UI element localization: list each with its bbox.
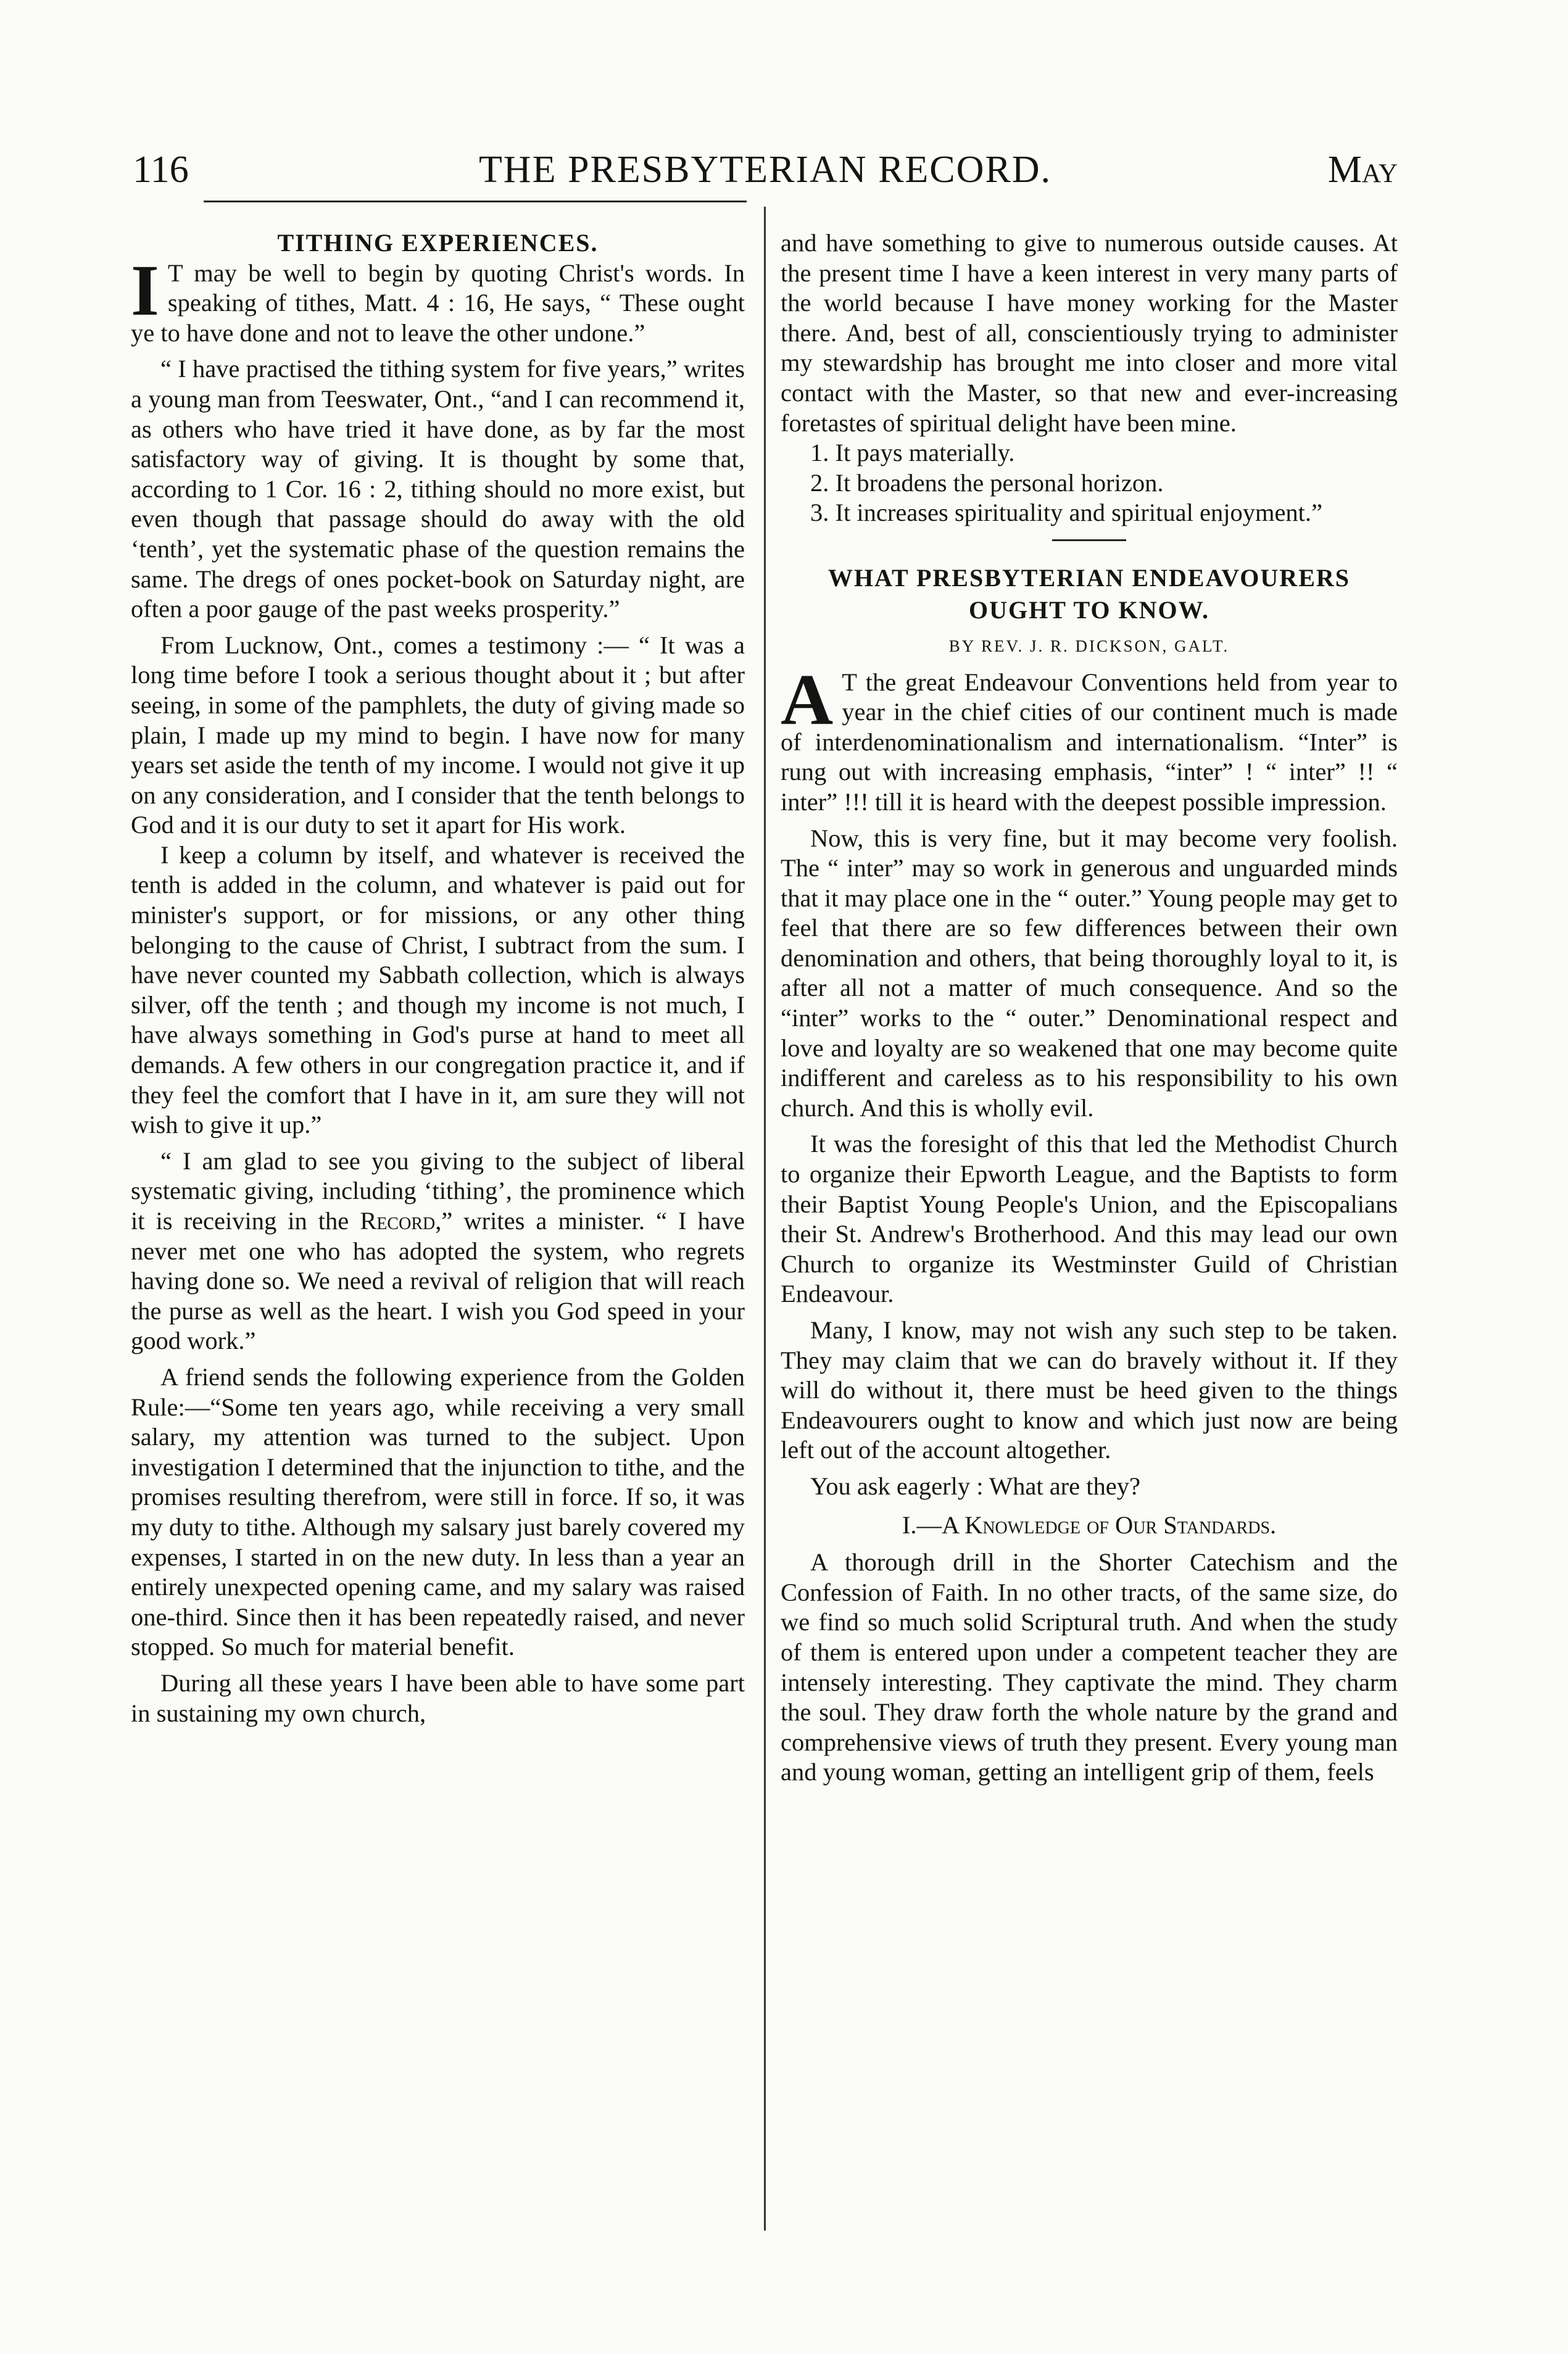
paragraph: “ I am glad to see you giving to the subject of liberal systematic giving, including ‘tithing’, the prominence which it is receiving in the Record,” writes a minister. “ I have never met one who has adopted the system, who regrets having done so. We need a revival of religion that will reach the purse as well as the heart. I wish you God speed in your good work.” xyxy=(131,1146,745,1355)
left-column xyxy=(131,228,745,1728)
paragraph: I keep a column by itself, and whatever is received the tenth is added in the column, and whatever is paid out for minister's support, or for missions, or any other thing belonging to the cause of Christ, I subtract from the sum. I have never counted my Sabbath collection, which is always silver, off the tenth ; and though my income is not much, I have always something in God's purse at hand to meet all demands. A few others in our congregation practice it, and if they feel the comfort that I have in it, am sure they will not wish to give it up.” xyxy=(131,840,745,1139)
subheading: I.—A Knowledge of Our Standards. xyxy=(902,1511,1277,1539)
paragraph: Now, this is very fine, but it may become very foolish. The “ inter” may so work in generous and unguarded minds that it may place one in the “ outer.” Young people may get to feel that there are so few differences between their own denomination and others, that being thoroughly loyal to it, is after all not a matter of much consequence. And so the “inter” works to the “ outer.” Denominational respect and love and loyalty are so weakened that one may become quite indifferent and careless as to his responsibility to his own church. And this is wholly evil. xyxy=(781,824,1398,1122)
paragraph: I T may be well to begin by quoting Christ's words. In speaking of tithes, Matt. 4 : 16, He says, “ These ought ye to have done and not to leave the other undone.” xyxy=(131,249,745,347)
record-smallcaps: Record xyxy=(360,1207,436,1235)
paragraph: From Lucknow, Ont., comes a testimony :— “ It was a long time before I took a serious thought about it ; but after seeing, in some of the pamphlets, the duty of giving made so plain, I made up my mind to begin. I have now for many years set aside the tenth of my income. I would not give it up on any consideration, and I consider that the tenth belongs to God and it is our duty to set it apart for His work. xyxy=(131,631,745,839)
paragraph: A T the great Endeavour Conventions held from year to year in the chief cities of our continent much is made of interdenominationalism and internationalism. “Inter” is rung out with increasing emphasis, “inter” ! “ inter” !! “ inter” !!! till it is heard with the deepest possible impression. xyxy=(781,658,1398,816)
paragraph: It was the foresight of this that led the Methodist Church to organize their Epworth League, and the Baptists to form their Baptist Young People's Union, and the Episcopalians their St. Andrew's Brotherhood. And this may lead our own Church to organize its Westminster Guild of Christian Endeavour. xyxy=(781,1130,1398,1308)
page-header xyxy=(133,148,1398,197)
paragraph: Many, I know, may not wish any such step to be taken. They may claim that we can do bravely without it. If they will do without it, there must be heed given to the things Endeavourers ought to know and which just now are being left out of the account altogether. xyxy=(781,1316,1398,1464)
list-item: 1. It pays materially. xyxy=(810,439,1015,467)
article-heading-endeavourers: WHAT PRESBYTERIAN ENDEAVOURERS OUGHT TO KNOW. xyxy=(828,563,1351,624)
paragraph: During all these years I have been able to have some part in sustaining my own church, xyxy=(131,1668,745,1727)
issue-month: May xyxy=(1327,149,1398,191)
header-rule xyxy=(204,201,747,202)
paragraph: and have something to give to numerous outside causes. At the present time I have a keen interest in very many parts of the world because I have money working for the Master there. And, best of all, conscientiously trying to administer my stewardship has brought me into closer and more vital contact with the Master, so that new and ever-increasing foretastes of spiritual delight have been mine. xyxy=(781,229,1398,437)
journal-title: THE PRESBYTERIAN RECORD. xyxy=(478,149,1052,191)
drop-cap: I xyxy=(131,249,159,331)
byline: BY REV. J. R. DICKSON, GALT. xyxy=(948,636,1230,655)
column-divider xyxy=(764,207,766,2231)
page-number: 116 xyxy=(133,149,189,191)
section-rule xyxy=(1052,539,1126,541)
list-item: 2. It broadens the personal horizon. xyxy=(810,468,1164,497)
right-column xyxy=(781,228,1398,1788)
paragraph: “ I have practised the tithing system for five years,” writes a young man from Teeswater, Ont., “and I can recommend it, as others who have tried it have done, as by far the most satisfactory way of giving. It is thought by some that, according to 1 Cor. 16 : 2, tithing should no more exist, but even though that passage should do away with the old ‘tenth’, yet the systematic phase of the question remains the same. The dregs of ones pocket-book on Saturday night, are often a poor gauge of the past weeks prosperity.” xyxy=(131,355,745,623)
list-item: 3. It increases spirituality and spiritual enjoyment.” xyxy=(810,499,1323,527)
paragraph: A thorough drill in the Shorter Catechism and the Confession of Faith. In no other tracts, of the same size, do we find so much solid Scriptural truth. And when the study of them is entered upon under a competent teacher they are intensely interesting. They captivate the mind. They charm the soul. They draw forth the whole nature by the grand and comprehensive views of truth they present. Every young man and young woman, getting an intelligent grip of them, feels xyxy=(781,1548,1398,1786)
paragraph: A friend sends the following experience from the Golden Rule:—“Some ten years ago, while receiving a very small salary, my attention was turned to the subject. Upon investigation I determined that the injunction to tithe, and the promises resulting therefrom, were still in force. If so, it was my duty to tithe. Although my salsary just barely covered my expenses, I started in on the new duty. In less than a year an entirely unexpected opening came, and my salary was raised one-third. Since then it has been repeatedly raised, and never stopped. So much for material benefit. xyxy=(131,1362,745,1661)
article-heading-tithing: TITHING EXPERIENCES. xyxy=(277,229,599,257)
paragraph: You ask eagerly : What are they? xyxy=(810,1472,1140,1500)
drop-cap: A xyxy=(781,658,834,740)
